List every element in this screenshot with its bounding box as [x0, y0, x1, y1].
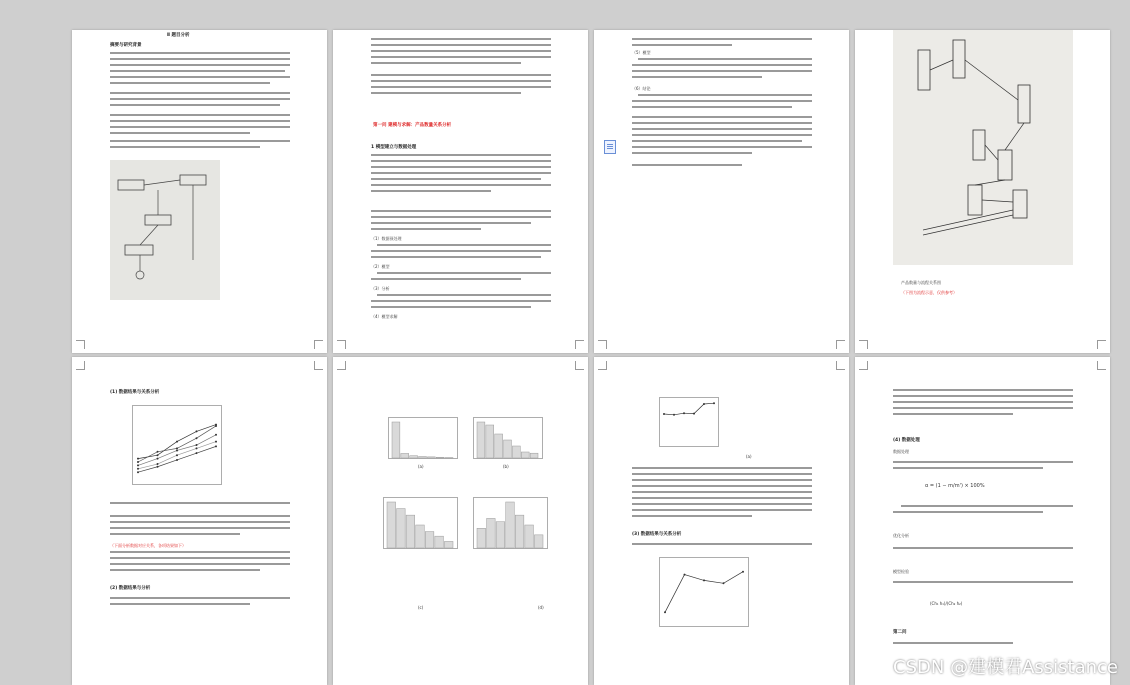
data-point [176, 441, 178, 443]
data-point [157, 451, 159, 453]
bar-chart-d [473, 497, 548, 549]
bar [416, 525, 425, 548]
page-corner-mark [314, 340, 323, 349]
text-line [893, 401, 1073, 403]
text-line [110, 557, 290, 559]
subsection-label: 模型检验 [893, 569, 909, 574]
text-line [110, 551, 290, 553]
page-corner-mark [859, 361, 868, 370]
text-line [371, 300, 551, 302]
data-point [176, 459, 178, 461]
subsection-title: (2) 数据结果与分析 [110, 586, 151, 591]
data-point [664, 611, 666, 613]
page-corner-mark [859, 340, 868, 349]
text-line [110, 603, 250, 605]
text-line [371, 190, 491, 192]
data-point [137, 458, 139, 460]
section-heading: (4) 数据处理 [893, 438, 920, 443]
bar [515, 515, 524, 548]
text-line [632, 140, 802, 142]
data-point [703, 579, 705, 581]
text-line [110, 52, 290, 54]
list-item: （1）数据预处理 [371, 236, 402, 241]
text-line [371, 250, 551, 252]
text-line [377, 244, 551, 246]
document-page-3 [594, 30, 849, 353]
bar [401, 453, 409, 458]
text-line [110, 515, 290, 517]
document-page-8 [855, 357, 1110, 685]
plot-frame [660, 558, 749, 627]
text-line [893, 407, 1073, 409]
page-corner-mark [598, 340, 607, 349]
text-line [110, 146, 260, 148]
document-page-6 [333, 357, 588, 685]
text-line [632, 497, 812, 499]
text-line [110, 70, 285, 72]
text-line [893, 413, 1013, 415]
text-line [632, 116, 812, 118]
text-line [632, 543, 812, 545]
line-chart-1 [132, 405, 222, 485]
data-point [673, 414, 675, 416]
page-corner-mark [836, 361, 845, 370]
text-line [632, 467, 812, 469]
bar [397, 509, 406, 548]
text-line [110, 92, 290, 94]
text-line [893, 461, 1073, 463]
text-line [632, 503, 812, 505]
text-line [371, 154, 551, 156]
data-point [215, 445, 217, 447]
section-title: (1) 数据结果与关系分析 [110, 390, 160, 395]
text-line [371, 50, 551, 52]
text-line [632, 485, 812, 487]
bar [521, 452, 529, 458]
bar [477, 528, 486, 548]
document-page-2 [333, 30, 588, 353]
bar-chart-b [473, 417, 543, 459]
data-point [663, 413, 665, 415]
text-line [901, 505, 1073, 507]
bar [504, 440, 512, 458]
text-line [632, 515, 752, 517]
bar [530, 453, 538, 458]
text-line [371, 278, 521, 280]
page-corner-mark [1097, 361, 1106, 370]
data-point [723, 582, 725, 584]
bar [495, 434, 503, 458]
bar-chart-c [383, 497, 458, 549]
text-line [110, 140, 290, 142]
text-line [371, 216, 551, 218]
text-line [110, 527, 290, 529]
text-line [110, 569, 260, 571]
text-line [893, 389, 1073, 391]
text-line [371, 74, 551, 76]
text-line [371, 228, 481, 230]
text-line [638, 58, 812, 60]
next-section-heading: 第二问 [893, 630, 907, 635]
handwritten-flowchart-photo [893, 30, 1073, 265]
bar [406, 515, 415, 548]
list-item: （6）结论 [632, 86, 651, 91]
text-line [632, 70, 812, 72]
chart-label: (a) [746, 454, 752, 459]
watermark: CSDN @建模君Assistance [893, 657, 1118, 678]
bar [410, 456, 418, 458]
data-point [176, 454, 178, 456]
bar [506, 502, 515, 548]
section-title: 1 模型建立与数据处理 [371, 145, 417, 150]
bar [444, 541, 453, 548]
list-item: （4）模型求解 [371, 314, 398, 319]
data-point [196, 447, 198, 449]
text-line [371, 160, 551, 162]
text-line [371, 222, 531, 224]
bar [486, 425, 494, 458]
text-line [110, 533, 240, 535]
document-page-5 [72, 357, 327, 685]
text-line [110, 132, 250, 134]
data-point [215, 425, 217, 427]
data-point [137, 468, 139, 470]
text-line [110, 58, 290, 60]
chart-label: (b) [503, 464, 509, 469]
bar [477, 422, 485, 458]
text-line [893, 395, 1073, 397]
formula: (Ch₁ h₁)/(Ch₂ h₂) [930, 601, 963, 606]
text-line [110, 521, 290, 523]
text-line [893, 511, 1043, 513]
list-item: （2）模型 [371, 264, 390, 269]
page-corner-mark [337, 361, 346, 370]
text-line [632, 491, 812, 493]
data-point [196, 437, 198, 439]
page-corner-mark [337, 340, 346, 349]
text-line [632, 100, 812, 102]
text-line [632, 134, 812, 136]
text-line [110, 114, 290, 116]
sketch-drawing [110, 160, 220, 300]
text-line [893, 467, 1043, 469]
formula: α = (1 − m/m') × 100% [925, 483, 985, 489]
document-page-7 [594, 357, 849, 685]
page-header: Ⅱ 题目分析 [167, 33, 190, 38]
page-corner-mark [575, 340, 584, 349]
text-line [893, 547, 1073, 549]
data-point [215, 434, 217, 436]
data-point [157, 466, 159, 468]
text-line [632, 479, 812, 481]
subsection-label: 数据处理 [893, 449, 909, 454]
flowchart-sketch [893, 30, 1073, 265]
subsection-label: 优化分析 [893, 533, 909, 538]
text-line [371, 306, 531, 308]
bar [487, 518, 496, 548]
text-line [371, 56, 551, 58]
bar [525, 525, 534, 548]
document-page-1 [72, 30, 327, 353]
handwritten-diagram-photo [110, 160, 220, 300]
line-chart-3 [659, 557, 749, 627]
red-note: （下图为流程示意，仅供参考） [901, 290, 957, 295]
text-line [632, 128, 812, 130]
text-line [371, 62, 521, 64]
page-corner-mark [76, 361, 85, 370]
text-line [110, 120, 290, 122]
data-point [157, 454, 159, 456]
line-chart-2 [659, 397, 719, 447]
text-line [371, 166, 551, 168]
red-section-heading: 第一问 建模与求解：产品数量关系分析 [373, 123, 452, 128]
text-line [371, 184, 551, 186]
text-line [632, 509, 812, 511]
subsection-title: (3) 数据结果与关系分析 [632, 532, 682, 537]
data-point [157, 463, 159, 465]
section-heading: 摘要与研究背景 [110, 43, 142, 48]
data-point [176, 447, 178, 449]
red-line: （下面分析数据对应关系，各项结果如下） [110, 543, 186, 548]
text-line [110, 64, 290, 66]
text-line [110, 104, 280, 106]
text-line [371, 178, 541, 180]
document-page-4 [855, 30, 1110, 353]
text-line [110, 502, 290, 504]
chart-label: (d) [538, 605, 544, 610]
text-line [632, 164, 742, 166]
page-corner-mark [1097, 340, 1106, 349]
bar [496, 522, 505, 548]
page-corner-mark [575, 361, 584, 370]
text-line [110, 597, 290, 599]
page-corner-mark [76, 340, 85, 349]
data-point [137, 461, 139, 463]
bar [387, 502, 396, 548]
data-point [137, 471, 139, 473]
plot-frame [133, 406, 222, 485]
bar [534, 535, 543, 548]
text-line [638, 94, 812, 96]
page-corner-mark [314, 361, 323, 370]
bar [425, 532, 434, 548]
text-line [632, 152, 752, 154]
text-line [371, 38, 551, 40]
text-line [632, 122, 812, 124]
bar-chart-a [388, 417, 458, 459]
text-line [371, 92, 521, 94]
bar [435, 536, 444, 548]
text-line [371, 86, 551, 88]
text-line [632, 106, 792, 108]
text-line [371, 256, 541, 258]
text-line [110, 82, 270, 84]
text-line [632, 64, 812, 66]
bar [512, 446, 520, 458]
text-line [110, 563, 290, 565]
text-line [371, 80, 551, 82]
chart-label: (c) [418, 605, 424, 610]
data-point [196, 430, 198, 432]
data-point [693, 413, 695, 415]
page-corner-mark [836, 340, 845, 349]
text-line [110, 126, 290, 128]
data-point [703, 403, 705, 405]
text-line [632, 38, 812, 40]
data-point [137, 464, 139, 466]
data-point [684, 574, 686, 576]
text-line [893, 642, 1013, 644]
text-line [110, 98, 290, 100]
text-line [377, 272, 551, 274]
text-line [632, 473, 812, 475]
figure-caption: 产品数量与流程关系图 [901, 280, 941, 285]
data-point [683, 412, 685, 414]
text-line [893, 581, 1073, 583]
text-line [377, 294, 551, 296]
list-item: （3）分析 [371, 286, 390, 291]
data-point [176, 449, 178, 451]
text-line [110, 76, 290, 78]
text-line [632, 146, 812, 148]
bar [419, 456, 427, 458]
text-line [632, 76, 762, 78]
text-line [632, 44, 732, 46]
text-line [371, 210, 551, 212]
bar [427, 457, 435, 458]
data-point [215, 441, 217, 443]
chart-label: (a) [418, 464, 424, 469]
data-point [742, 571, 744, 573]
bar [436, 457, 444, 458]
data-point [196, 452, 198, 454]
document-icon[interactable] [604, 140, 616, 154]
plot-frame [660, 398, 719, 447]
bar [392, 422, 400, 458]
list-item: （5）模型 [632, 50, 651, 55]
data-point [157, 458, 159, 460]
text-line [371, 44, 551, 46]
page-corner-mark [598, 361, 607, 370]
data-point [713, 402, 715, 404]
text-line [371, 172, 551, 174]
data-point [196, 444, 198, 446]
